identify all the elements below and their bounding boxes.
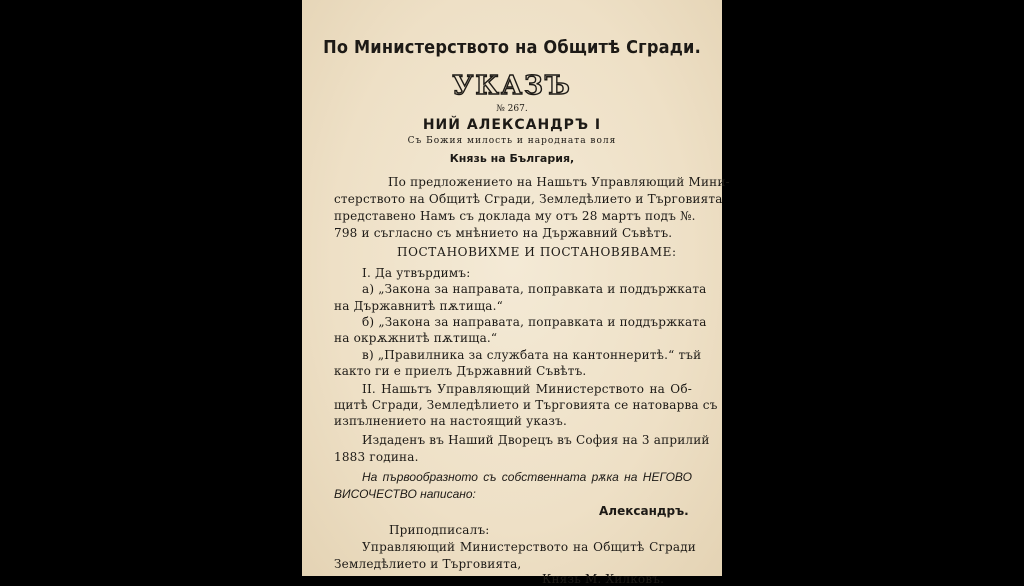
- preamble-line: стерството на Общитѣ Сгради, Земледѣлието и Търговията: [334, 192, 723, 206]
- resolve-heading: ПОСТАНОВИХМЕ И ПОСТАНОВЯВАМЕ:: [397, 245, 677, 259]
- article-line: I. Да утвърдимъ:: [362, 266, 471, 280]
- issued-line: 1883 година.: [334, 450, 419, 464]
- prince-title: Князь на България,: [449, 152, 575, 165]
- countersign-line: Земледѣлието и Търговията,: [334, 557, 522, 571]
- article-line: както ги е приелъ Държавний Съвѣтъ.: [334, 364, 587, 378]
- article-line: щитѣ Сгради, Земледѣлието и Търговията се натоварва съ: [334, 398, 718, 412]
- article-line: на окрѫжнитѣ пѫтища.“: [334, 331, 498, 345]
- preamble-line: 798 и съгласно съ мнѣнието на Държавний Съвѣтъ.: [334, 226, 673, 240]
- article-line: в) „Правилника за службата на кантоннеритѣ.“ тъй: [362, 348, 702, 362]
- ministry-heading: По Министерството на Общитѣ Сгради.: [323, 37, 701, 58]
- decree-title: УКАЗЪ: [452, 71, 572, 101]
- decree-number: № 267.: [496, 104, 528, 114]
- article-line: а) „Закона за направата, поправката и поддържката: [362, 282, 707, 296]
- signature: Александръ.: [599, 504, 689, 518]
- preamble-line: По предложението на Нашьтъ Управляющий Мини-: [388, 175, 730, 189]
- original-note: ВИСОЧЕСТВО написано:: [334, 487, 476, 501]
- preamble-line: представено Намъ съ доклада му отъ 28 мартъ подъ №.: [334, 209, 696, 223]
- article-line: II. Нашьтъ Управляющий Министерството на Об-: [362, 382, 692, 396]
- monarch-line: НИЙ АЛЕКСАНДРЪ I: [422, 117, 602, 133]
- grace-line: Съ Божия милость и народната воля: [407, 136, 617, 146]
- article-line: на Държавнитѣ пѫтища.“: [334, 299, 504, 313]
- countersign-line: Управляющий Министерството на Общитѣ Сгради: [362, 540, 696, 554]
- article-line: б) „Закона за направата, поправката и поддържката: [362, 315, 707, 329]
- decree-page: [302, 0, 730, 586]
- original-note: На първообразното съ собственната рѫка на НЕГОВО: [362, 470, 692, 484]
- countersign-name: Князь М. Хилковъ.: [542, 572, 665, 586]
- article-line: изпълнението на настоящий указъ.: [334, 414, 568, 428]
- issued-line: Издаденъ въ Наший Дворецъ въ София на 3 априлий: [362, 433, 710, 447]
- countersign-label: Приподписалъ:: [389, 523, 490, 537]
